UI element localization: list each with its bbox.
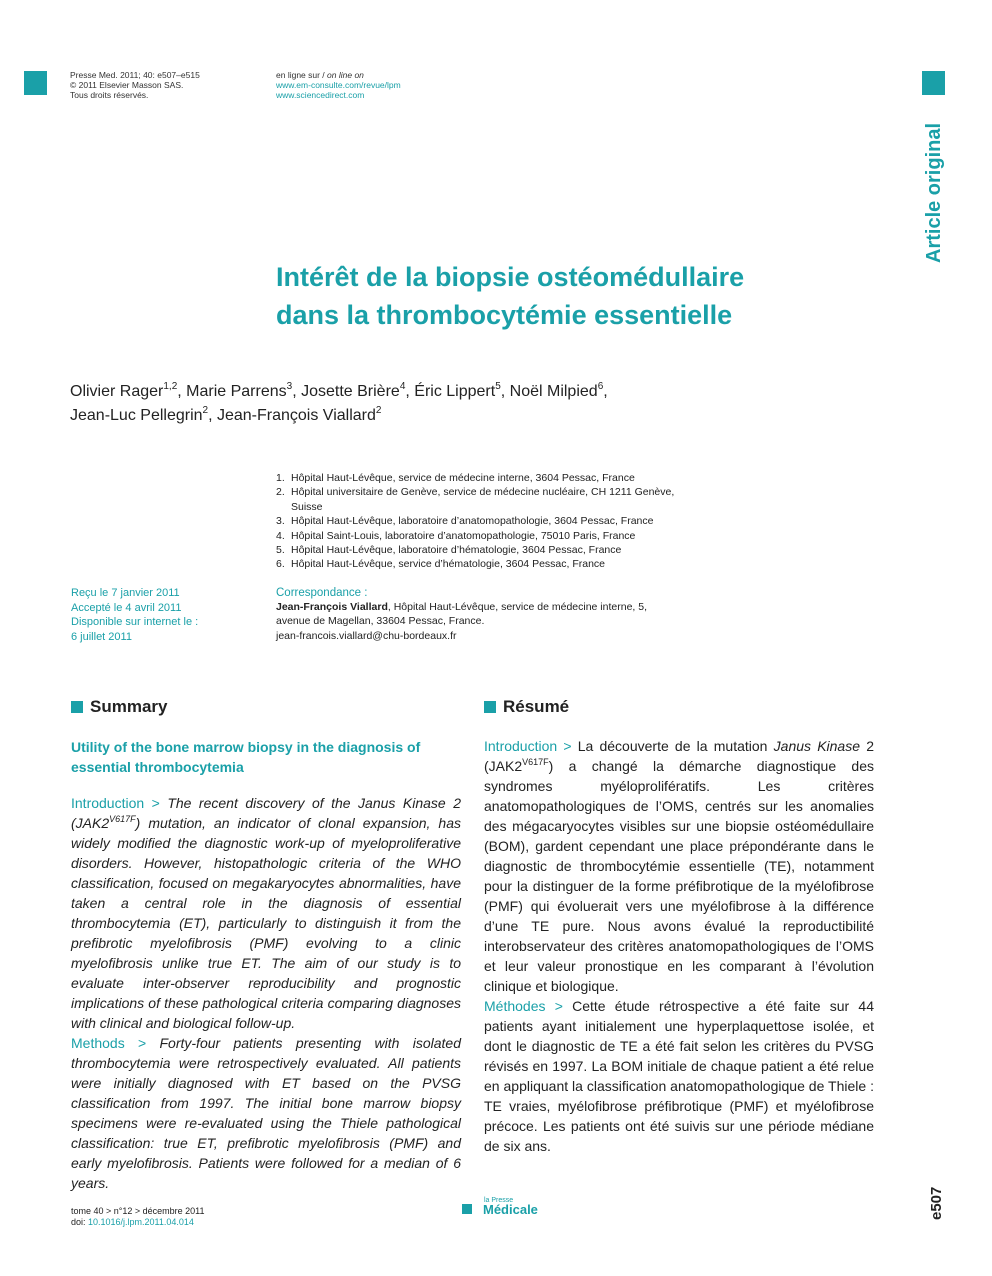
affiliation-item (276, 471, 706, 485)
author-sep: , (500, 383, 510, 400)
affiliation-text: Hôpital universitaire de Genève, service de médecine nucléaire, CH 1211 Genève, Suisse (291, 486, 675, 513)
correspondence (276, 586, 696, 643)
resume-heading (484, 697, 569, 717)
date-received: Reçu le 7 janvier 2011 (71, 587, 180, 599)
affiliation-number: 6. (276, 558, 285, 571)
logo-top-text: la Presse (484, 1197, 514, 1204)
correspondence-email[interactable]: jean-francois.viallard@chu-bordeaux.fr (276, 629, 457, 642)
author-sep: , (208, 407, 217, 424)
online-label: en ligne sur / (276, 70, 328, 80)
author-name: Jean-François Viallard (216, 407, 376, 424)
correspondence-name: Jean-François Viallard (276, 601, 388, 614)
online-label-en: on line on (327, 70, 364, 80)
journal-line: Presse Med. 2011; 40: e507–e515 (70, 70, 200, 80)
author-list (70, 380, 690, 428)
page-number-text: e507 (928, 1186, 945, 1220)
affiliation-item (276, 557, 706, 571)
heading-square-icon (484, 701, 496, 713)
corner-square-right (922, 71, 945, 95)
doi-label: doi: (71, 1217, 89, 1227)
summary-body (71, 793, 461, 1193)
title-line: Intérêt de la biopsie ostéomédullaire (276, 262, 745, 292)
section-label-text: Article original (923, 122, 945, 263)
affiliation-item (276, 543, 706, 557)
logo-square-icon (462, 1204, 472, 1214)
author-name: Josette Brière (301, 383, 400, 400)
journal-line: Tous droits réservés. (70, 90, 149, 100)
intro-text: The recent discovery of the Janus Kinase 2 (JAK2 (71, 795, 461, 831)
heading-square-icon (71, 701, 83, 713)
author-sep: , (177, 383, 187, 400)
date-available: Disponible sur internet le : (71, 616, 199, 628)
logo-main-text: Médicale (483, 1202, 538, 1217)
resume-introduction (484, 736, 874, 996)
doi-link[interactable]: 10.1016/j.lpm.2011.04.014 (88, 1217, 194, 1227)
author-name: Olivier Rager (70, 383, 164, 400)
url-link[interactable]: www.sciencedirect.com (276, 90, 365, 100)
summary-heading (71, 697, 167, 717)
author-affil: 2 (202, 405, 209, 416)
affiliation-text: Hôpital Saint-Louis, laboratoire d’anatomopathologie, 75010 Paris, France (291, 529, 636, 542)
intro-sup: V617F (109, 814, 136, 824)
issue-info: tome 40 > n°12 > décembre 2011 (71, 1206, 205, 1216)
title-line: dans la thrombocytémie essentielle (276, 300, 733, 330)
methods-text: Forty-four patients presenting with isolated thrombocytemia were retrospectively evaluated. All patients were initially diagnosed with ET based on the PVSG classification from 1997. The initial bone marrow biopsy specimens were re-evaluated using the Thiele pathological classification: true ET, prefibrotic myelofibrosis (PMF) and early myelofibrosis. Patients were followed for a median of 6 years. (71, 1035, 461, 1191)
summary-methods (71, 1033, 461, 1193)
date-available-value: 6 juillet 2011 (71, 630, 132, 643)
author-affil: 4 (399, 381, 406, 392)
affiliation-item (276, 529, 706, 543)
resume-heading-text: Résumé (503, 697, 570, 716)
summary-heading-text: Summary (90, 697, 168, 716)
affiliation-number: 3. (276, 515, 285, 528)
intro-label: Introduction > (484, 738, 578, 754)
section-label (920, 118, 950, 268)
affiliation-number: 4. (276, 529, 285, 542)
intro-text: ) a changé la démarche diagnostique des syndromes myéloprolifératifs. Les critères anatomopathologiques de l’OMS, centrés sur les anomalies des mégacaryocytes visibles sur une biopsie ostéomédullaire (BOM), gardent cependant une place prépondérante dans le diagnostic de thrombocytémie essentielle (TE), notamment pour la distinguer de la forme préfibrotique de la myélofibrose (PMF) qui évoluerait vers une myélofibrose à la différence d’une TE pure. Nous avons évalué la reproductibilité interobservateur des critères anatomopathologiques de l’OMS et leur valeur pronostique en les comparant à l’évolution clinique et biologique. (484, 758, 874, 994)
online-info (276, 70, 496, 100)
methods-label: Methods > (71, 1035, 160, 1051)
affiliation-number: 1. (276, 472, 285, 484)
methods-label: Méthodes > (484, 998, 573, 1014)
article-title (276, 258, 876, 334)
author-affil: 2 (375, 405, 382, 416)
journal-line: © 2011 Elsevier Masson SAS. (70, 80, 184, 90)
affiliation-text: Hôpital Haut-Lévêque, service de médecine interne, 3604 Pessac, France (291, 472, 635, 484)
author-name: Éric Lippert (414, 383, 496, 400)
author-sep: , (292, 383, 302, 400)
footer-info (71, 1206, 205, 1228)
summary-subtitle: Utility of the bone marrow biopsy in the diagnosis of essential thrombocytemia (71, 739, 421, 775)
resume-methods (484, 996, 874, 1156)
author-name: Jean-Luc Pellegrin (70, 407, 203, 424)
page-number (925, 1182, 955, 1222)
affiliation-list (276, 471, 706, 572)
summary-introduction (71, 793, 461, 1033)
correspondence-address: , Hôpital Haut-Lévêque, service de médecine interne, 5, (387, 601, 648, 614)
corner-square-left (24, 71, 47, 95)
affiliation-text: Hôpital Haut-Lévêque, service d’hématologie, 3604 Pessac, France (291, 558, 606, 571)
resume-body (484, 736, 874, 1156)
affiliation-item (276, 514, 706, 528)
author-affil: 5 (495, 381, 501, 392)
author-sep: , (405, 383, 415, 400)
intro-italic: Janus Kinase (773, 738, 861, 754)
author-affil: 6 (597, 381, 604, 392)
intro-label: Introduction > (71, 795, 168, 811)
author-name: Noël Milpied (509, 383, 598, 400)
author-affil: 1,2 (163, 381, 178, 392)
article-dates (71, 586, 241, 644)
journal-logo (462, 1197, 572, 1221)
author-affil: 3 (286, 381, 293, 392)
intro-text: 2 (JAK2 (484, 738, 874, 774)
affiliation-number: 2. (276, 486, 285, 499)
intro-text: La découverte de la mutation (577, 738, 774, 754)
affiliation-item (276, 485, 706, 514)
date-accepted: Accepté le 4 avril 2011 (71, 601, 182, 614)
intro-sup: V617F (522, 757, 549, 767)
methods-text: Cette étude rétrospective a été faite sur 44 patients ayant initialement une hyperplaquettose isolée, et dont le diagnostic de TE a été fait selon les critères du PVSG révisés en 1997. La BOM initiale de chaque patient a été relue en appliquant la classification anatomopathologique de Thiele : TE vraies, myélofibrose préfibrotique (PMF) et myélofibrose précoce. Les patients ont été suivis sur une période médiane de six ans. (484, 998, 874, 1154)
intro-text: ) mutation, an indicator of clonal expansion, has widely modified the diagnostic work-up of myeloproliferative disorders. However, histopathologic criteria of the WHO classification, focused on megakaryocytes abnormalities, have taken a central role in the diagnosis of essential thrombocytemia (ET), particularly to distinguish it from the prefibrotic myelofibrosis (PMF) evolving to a clinic myelofibrosis unlike true ET. The aim of our study is to evaluate inter-observer reproducibility and prognostic implications of these pathological criteria comparing diagnoses with clinical and biological follow-up. (71, 815, 461, 1031)
journal-info (70, 70, 260, 100)
url-link[interactable]: www.em-consulte.com/revue/lpm (276, 80, 401, 90)
affiliation-text: Hôpital Haut-Lévêque, laboratoire d’hématologie, 3604 Pessac, France (291, 544, 622, 557)
correspondence-label: Correspondance : (276, 587, 368, 599)
affiliation-text: Hôpital Haut-Lévêque, laboratoire d’anatomopathologie, 3604 Pessac, France (291, 515, 654, 528)
affiliation-number: 5. (276, 544, 285, 557)
author-name: Marie Parrens (186, 383, 287, 400)
author-sep: , (603, 383, 608, 400)
correspondence-address: avenue de Magellan, 33604 Pessac, France. (276, 615, 485, 628)
